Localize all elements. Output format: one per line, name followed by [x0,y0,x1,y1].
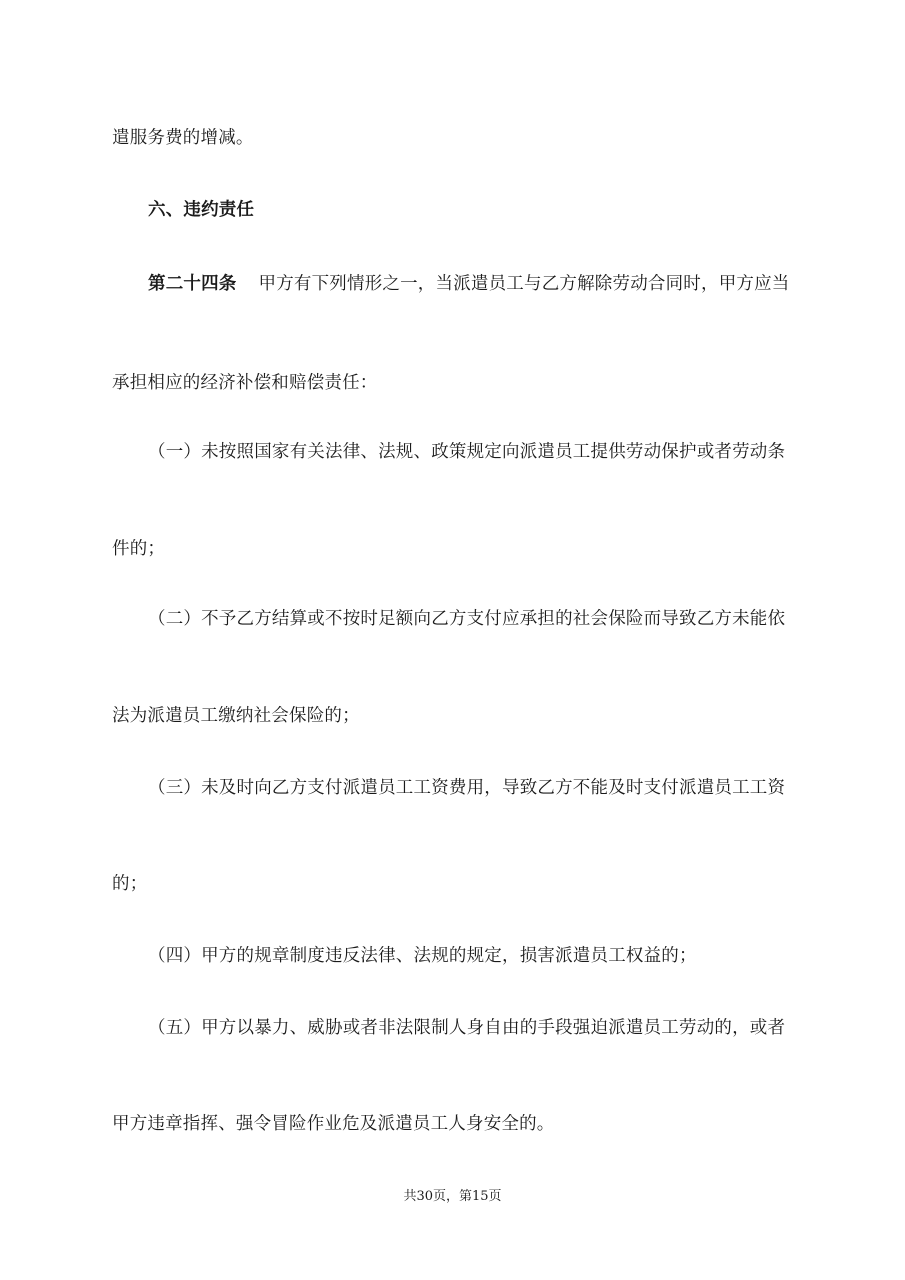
article-24-text: 甲方有下列情形之一，当派遣员工与乙方解除劳动合同时，甲方应当 [258,274,790,294]
item-2-line-1: （二）不予乙方结算或不按时足额向乙方支付应承担的社会保险而导致乙方未能依 [148,609,786,629]
item-4-line-1: （四）甲方的规章制度违反法律、法规的规定，损害派遣员工权益的； [148,946,697,966]
page-footer: 共30页，第15页 [403,1189,502,1204]
article-24-heading: 第二十四条 [148,274,237,294]
item-1-line-1: （一）未按照国家有关法律、法规、政策规定向派遣员工提供劳动保护或者劳动条 [148,442,786,462]
item-3-line-1: （三）未及时向乙方支付派遣员工工资费用，导致乙方不能及时支付派遣员工工资 [148,778,786,798]
item-5-line-2: 甲方违章指挥、强令冒险作业危及派遣员工人身安全的。 [112,1114,555,1134]
item-3-line-2: 的； [112,874,148,894]
article-24-line-2: 承担相应的经济补偿和赔偿责任： [112,373,378,393]
item-1-line-2: 件的； [112,539,166,559]
article-24-line-1 [148,272,790,296]
item-2-line-2: 法为派遣员工缴纳社会保险的； [112,706,360,726]
continuation-text: 遣服务费的增减。 [112,128,254,148]
item-5-line-1: （五）甲方以暴力、威胁或者非法限制人身自由的手段强迫派遣员工劳动的，或者 [148,1018,786,1038]
section-title: 六、违约责任 [148,200,255,220]
